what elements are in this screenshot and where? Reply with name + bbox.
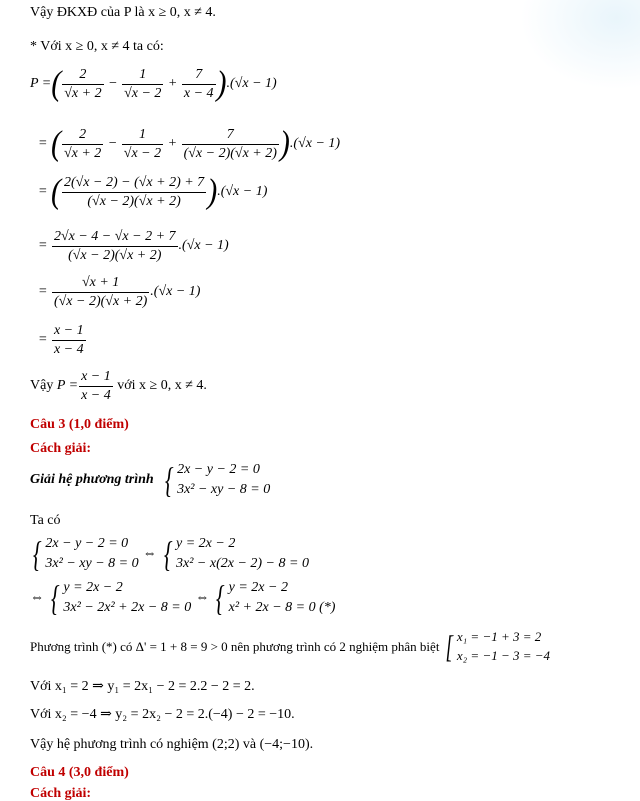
step-4: = $\frac{√x + 1}{(√x - 2)(√x + 2)}$ .(√x − 1) xyxy=(38,275,201,309)
p-conclusion: Vậy P = $\frac{x - 1}{x - 4}$ với x ≥ 0, x ≠ 4. xyxy=(30,369,207,403)
system-a: { 2x − y − 2 = 0 3x² − xy − 8 = 0 xyxy=(32,534,139,575)
p-definition: P =( $\frac{2}{√x + 2}$ − $\frac{1}{√x - 2}$ + $\frac{7}{x - 4}$ ).(√x − 1) xyxy=(30,64,277,103)
question-3-title: Câu 3 (1,0 điểm) xyxy=(30,417,129,432)
with-x1: Với x₁ = 2 ⇒ y₁ = 2x₁ − 2 = 2.2 − 2 = 2. xyxy=(30,679,255,694)
final-answer: Vậy hệ phương trình có nghiệm (2;2) và (−4;−10). xyxy=(30,737,314,752)
system-c: { y = 2x − 2 3x² − 2x² + 2x − 8 = 0 xyxy=(50,578,192,619)
solve-system-task: Giải hệ phương trình { 2x − y − 2 = 0 3x² − xy − 8 = 0 xyxy=(30,460,271,501)
roots-set: [ x₁ = −1 + 3 = 2 x₂ = −1 − 3 = −4 xyxy=(445,628,551,665)
question-4-title: Câu 4 (3,0 điểm) xyxy=(30,765,129,780)
system-b: { y = 2x − 2 3x² − x(2x − 2) − 8 = 0 xyxy=(163,534,309,575)
ta-co-label: Ta có xyxy=(30,513,61,528)
step-5: = $\frac{x - 1}{x - 4}$ xyxy=(38,323,84,357)
step-3: = $\frac{2√x - 4 - √x - 2 + 7}{(√x - 2)(√x + 2)}$ .(√x − 1) xyxy=(38,229,229,263)
question-4-solution-label: Cách giải: xyxy=(30,786,92,801)
corner-decoration xyxy=(520,0,640,90)
step-2: = ( $\frac{2(√x - 2) - (√x + 2) + 7}{(√x - 2)(√x + 2)}$ ).(√x − 1) xyxy=(38,172,268,211)
system-0: { 2x − y − 2 = 0 3x² − xy − 8 = 0 xyxy=(164,460,271,501)
system-row-1: { 2x − y − 2 = 0 3x² − xy − 8 = 0 ⇔ { y = 2x − 2 3x² − x(2x − 2) − 8 = 0 xyxy=(30,534,309,575)
with-x2: Với x₂ = −4 ⇒ y₂ = 2x₂ − 2 = 2.(−4) − 2 = −10. xyxy=(30,707,295,722)
step-1: = ( $\frac{2}{√x + 2}$ − $\frac{1}{√x - 2}$ + $\frac{7}{(√x - 2)(√x + 2)}$ ).(√x − 1) xyxy=(38,124,341,163)
question-3-solution-label: Cách giải: xyxy=(30,441,92,456)
system-d: { y = 2x − 2 x² + 2x − 8 = 0 (*) xyxy=(216,578,336,619)
with-condition-line: * Với x ≥ 0, x ≠ 4 ta có: xyxy=(30,39,164,54)
system-row-2: ⇔ { y = 2x − 2 3x² − 2x² + 2x − 8 = 0 ⇔ { y = 2x − 2 x² + 2x − 8 = 0 (*) xyxy=(30,578,336,619)
domain-conclusion: Vậy ĐKXĐ của P là x ≥ 0, x ≠ 4. xyxy=(30,5,216,20)
discriminant-line: Phương trình (*) có Δ' = 1 + 8 = 9 > 0 nên phương trình có 2 nghiệm phân biệt [ x₁ = −1 + 3 = 2 x₂ = −1 − 3 = −4 xyxy=(30,628,551,665)
